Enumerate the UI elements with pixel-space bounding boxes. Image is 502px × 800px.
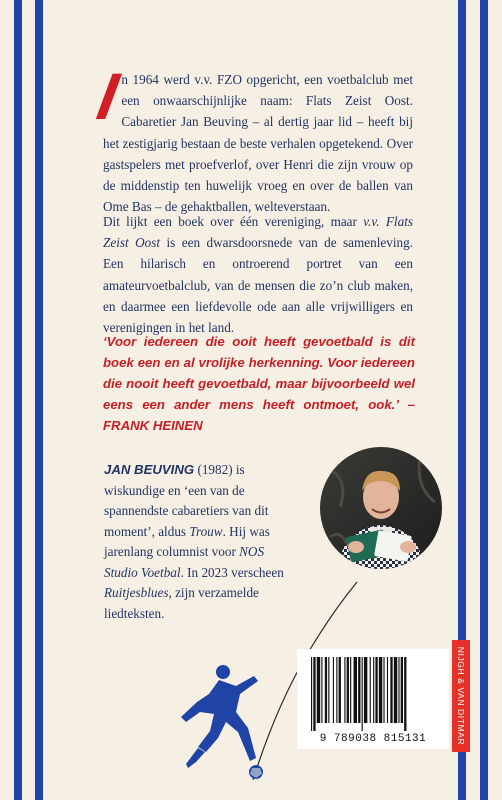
- barcode-bar: [375, 657, 377, 723]
- football-icon: [249, 765, 263, 779]
- barcode-bar: [404, 657, 406, 731]
- barcode-bar: [350, 657, 351, 723]
- barcode-bar: [373, 657, 374, 723]
- barcode-bar: [398, 657, 399, 723]
- blurb-p2-a: Dit lijkt een boek over één vereniging, maar: [103, 214, 364, 229]
- author-name: JAN BEUVING: [104, 462, 195, 477]
- barcode-bar: [325, 657, 327, 723]
- barcode-bars: [297, 649, 449, 733]
- bio-nos: NOS Studio Voetbal: [104, 544, 265, 580]
- blurb-p2-b: is een dwarsdoorsnede van de samenleving. Een hilarisch en ontroerend portret van een amateurvoetbalclub, van de mensen die zo’n club maken, en daarmee een liefdevolle ode aan alle vrijwilligers en verenigingen in het land.: [103, 235, 414, 336]
- barcode-bar: [354, 657, 357, 723]
- barcode-bar: [317, 657, 320, 723]
- barcode-bar: [339, 657, 341, 723]
- blurb-p2-club-name: v.v. Flats Zeist Oost: [103, 214, 413, 251]
- right-stripe-outer: [480, 0, 488, 800]
- author-photo: [320, 447, 442, 569]
- barcode-bar: [401, 657, 403, 723]
- publisher-name: NIJGH & VAN DITMAR: [456, 646, 466, 746]
- barcode-bar: [336, 657, 337, 723]
- bio-trouw: Trouw: [189, 523, 223, 539]
- barcode-bar: [313, 657, 315, 731]
- author-bio: [104, 460, 294, 624]
- left-stripe-inner: [35, 0, 43, 800]
- blurb-paragraph-2: [103, 211, 413, 338]
- bio-text-3: . In 2023 verscheen: [180, 564, 284, 580]
- bio-ruitjesblues: Ruitjesblues: [104, 585, 169, 600]
- barcode-bar: [379, 657, 382, 723]
- pull-quote-text: ‘Voor iedereen die ooit heeft gevoetbald is dit boek een en al vrolijke herkenning. Voor iedereen die nooit heeft gevoetbald, maar bijvoorbeeld wel eens een ander mens heeft ontmoet, ook.’ – FRANK HEINEN: [103, 334, 415, 433]
- barcode-bar: [370, 657, 371, 723]
- barcode-bar: [394, 657, 397, 723]
- barcode-bar: [328, 657, 329, 723]
- barcode-bar: [347, 657, 349, 723]
- bio-text-1: (1982) is wiskundige en ‘een van de spannendste cabaretiers van dit moment’, aldus: [104, 462, 269, 539]
- publisher-label: [452, 640, 470, 752]
- barcode-bar: [311, 657, 312, 731]
- barcode-bar: [333, 657, 334, 723]
- barcode-bar: [344, 657, 345, 723]
- drop-cap: I: [92, 59, 124, 133]
- barcode-bar: [321, 657, 322, 723]
- football-player-silhouette: [181, 665, 258, 768]
- barcode-bar: [362, 657, 363, 731]
- bio-text-4: , zijn verzamelde liedteksten.: [104, 585, 259, 621]
- bio-text-2: . Hij was jarenlang columnist voor: [104, 523, 270, 559]
- barcode-bar: [383, 657, 384, 723]
- isbn-number: 9 789038 815131: [319, 733, 427, 745]
- blurb-paragraph-1: [92, 59, 413, 217]
- pull-quote: [103, 331, 415, 436]
- barcode-bar: [358, 657, 360, 723]
- barcode-bar: [364, 657, 367, 723]
- barcode-bar: [387, 657, 388, 723]
- blurb-p1-text: n 1964 werd v.v. FZO opgericht, een voetbalclub met een onwaarschijnlijke naam: Flats Zeist Oost. Cabaretier Jan Beuving – al dertig jaar lid – heeft bij het zestigjarig bestaan de beste verhalen opgetekend. Over gastspelers met proefverlof, over Henri die zijn vrouw op de middenstip ten huwelijk vroeg en over de ballen van Ome Bas – de gehaktballen, welteverstaan.: [103, 72, 413, 215]
- barcode-bar: [390, 657, 392, 723]
- left-stripe-outer: [14, 0, 22, 800]
